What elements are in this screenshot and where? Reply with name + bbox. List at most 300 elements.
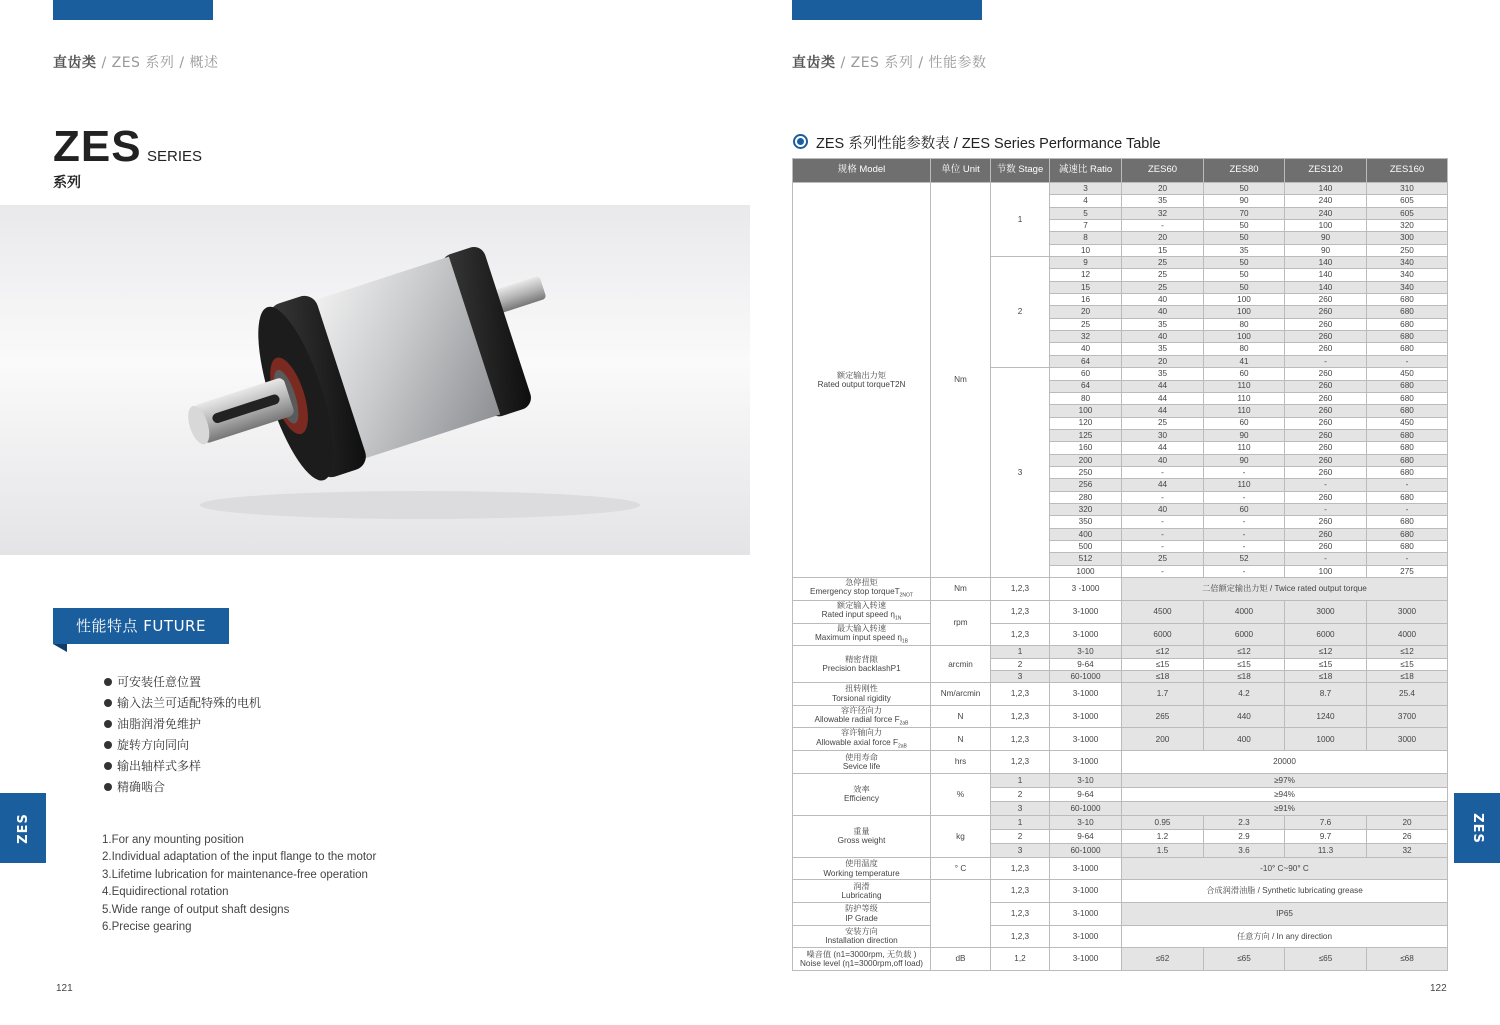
table-cell: 680 (1367, 343, 1448, 355)
table-cell: 64 (1050, 380, 1122, 392)
performance-table (792, 158, 1448, 971)
table-cell: 260 (1285, 429, 1367, 441)
table-cell: 260 (1285, 540, 1367, 552)
table-cell: 1,2,3 (991, 600, 1050, 623)
table-cell: 15 (1122, 244, 1204, 256)
param-label: 重量 Gross weight (793, 815, 931, 857)
unit-cell: N (931, 705, 991, 728)
table-row (793, 728, 1448, 751)
span-value: -10° C~90° C (1122, 857, 1448, 880)
table-cell: 12 (1050, 269, 1122, 281)
table-cell: 250 (1367, 244, 1448, 256)
table-cell: 9.7 (1285, 829, 1367, 843)
table-cell: 680 (1367, 442, 1448, 454)
table-cell: 35 (1122, 343, 1204, 355)
table-cell: 3-1000 (1050, 728, 1122, 751)
side-tab-right[interactable]: ZES (1454, 793, 1500, 863)
table-cell: 680 (1367, 380, 1448, 392)
table-cell: 3700 (1367, 705, 1448, 728)
table-row (793, 751, 1448, 774)
table-row (793, 600, 1448, 623)
table-cell: ≤68 (1367, 948, 1448, 971)
param-label: 容许轴向力 Allowable axial force $F_{2aB}$ (793, 728, 931, 751)
feature-item-en: 6.Precise gearing (102, 921, 192, 934)
table-cell: ≤12 (1285, 646, 1367, 658)
table-cell: 680 (1367, 405, 1448, 417)
table-cell: 60 (1204, 417, 1285, 429)
table-row (793, 773, 1448, 787)
table-cell: 3-1000 (1050, 880, 1122, 903)
table-cell: 240 (1285, 207, 1367, 219)
table-cell: 110 (1204, 479, 1285, 491)
table-cell: 2.9 (1204, 829, 1285, 843)
table-cell: 20 (1122, 355, 1204, 367)
param-label: 额定输入转速 Rated input speed $\eta_{1N}$ (793, 600, 931, 623)
table-cell: - (1122, 516, 1204, 528)
table-cell: 4000 (1367, 623, 1448, 646)
breadcrumb: 直齿类 / ZES 系列 / 概述 (53, 55, 219, 71)
table-cell: 1,2,3 (991, 751, 1050, 774)
table-cell: 3-10 (1050, 815, 1122, 829)
table-cell: 40 (1122, 503, 1204, 515)
table-cell: ≤62 (1122, 948, 1204, 971)
table-cell: 11.3 (1285, 843, 1367, 857)
span-value: 任意方向 / In any direction (1122, 925, 1448, 948)
table-cell: 1,2,3 (991, 578, 1050, 601)
table-cell: 30 (1122, 429, 1204, 441)
table-cell: 1240 (1285, 705, 1367, 728)
table-row (793, 857, 1448, 880)
table-cell: 25 (1050, 318, 1122, 330)
table-cell: - (1204, 565, 1285, 577)
side-tab-left[interactable]: ZES (0, 793, 46, 863)
table-cell: 25 (1122, 269, 1204, 281)
table-cell: 9-64 (1050, 658, 1122, 670)
table-cell: 2.3 (1204, 815, 1285, 829)
table-cell: 450 (1367, 417, 1448, 429)
param-label: 精密背隙 Precision backlashP1 (793, 646, 931, 683)
table-cell: 50 (1204, 183, 1285, 195)
table-cell: 256 (1050, 479, 1122, 491)
table-cell: 340 (1367, 281, 1448, 293)
table-cell: 7.6 (1285, 815, 1367, 829)
table-cell: 32 (1122, 207, 1204, 219)
header-cell: 单位 Unit (931, 159, 991, 183)
table-cell: ≤12 (1367, 646, 1448, 658)
table-cell: 340 (1367, 269, 1448, 281)
table-cell: - (1122, 540, 1204, 552)
table-cell: 680 (1367, 429, 1448, 441)
table-cell: 310 (1367, 183, 1448, 195)
table-cell: 20 (1367, 815, 1448, 829)
table-cell: 10 (1050, 244, 1122, 256)
gearbox-product-photo (0, 205, 750, 555)
table-cell: - (1367, 503, 1448, 515)
span-value: ≥94% (1122, 787, 1448, 801)
table-cell: 4500 (1122, 600, 1204, 623)
table-cell: - (1122, 491, 1204, 503)
table-cell: - (1122, 528, 1204, 540)
table-cell: 275 (1367, 565, 1448, 577)
table-cell: 110 (1204, 442, 1285, 454)
unit-cell: Nm (931, 578, 991, 601)
table-cell: - (1122, 565, 1204, 577)
table-cell: 3-10 (1050, 646, 1122, 658)
table-cell: 9-64 (1050, 829, 1122, 843)
table-cell: 20 (1050, 306, 1122, 318)
param-label: 效率 Efficiency (793, 773, 931, 815)
table-cell: 15 (1050, 281, 1122, 293)
table-cell: 50 (1204, 269, 1285, 281)
table-cell: 1000 (1050, 565, 1122, 577)
table-row (793, 880, 1448, 903)
gearbox-illustration (0, 205, 750, 555)
table-cell: 3 (991, 801, 1050, 815)
table-cell: 140 (1285, 269, 1367, 281)
table-cell: 260 (1285, 392, 1367, 404)
table-cell: 320 (1050, 503, 1122, 515)
table-cell: ≤15 (1204, 658, 1285, 670)
table-cell: 500 (1050, 540, 1122, 552)
table-cell: 260 (1285, 343, 1367, 355)
table-cell: 5 (1050, 207, 1122, 219)
table-cell: 200 (1122, 728, 1204, 751)
table-cell: 60-1000 (1050, 843, 1122, 857)
table-cell: 8.7 (1285, 683, 1367, 706)
table-row (793, 705, 1448, 728)
table-cell: - (1204, 491, 1285, 503)
table-cell: 60 (1050, 368, 1122, 380)
table-cell: 320 (1367, 220, 1448, 232)
table-cell: 32 (1367, 843, 1448, 857)
table-cell: 3.6 (1204, 843, 1285, 857)
table-cell: 140 (1285, 257, 1367, 269)
table-cell: 60-1000 (1050, 670, 1122, 682)
table-cell: 125 (1050, 429, 1122, 441)
table-cell: ≤12 (1204, 646, 1285, 658)
table-cell: 25 (1122, 257, 1204, 269)
table-cell: 110 (1204, 405, 1285, 417)
table-cell: 16 (1050, 294, 1122, 306)
table-cell: - (1367, 479, 1448, 491)
table-cell: 350 (1050, 516, 1122, 528)
table-cell: 80 (1204, 343, 1285, 355)
feature-item-en: 5.Wide range of output shaft designs (102, 903, 290, 916)
unit-cell (931, 880, 991, 948)
table-cell: 25 (1122, 281, 1204, 293)
table-cell: 6000 (1204, 623, 1285, 646)
table-cell: 605 (1367, 207, 1448, 219)
table-cell: - (1367, 553, 1448, 565)
page-number: 122 (1430, 983, 1447, 994)
table-cell: 400 (1050, 528, 1122, 540)
table-cell: 8 (1050, 232, 1122, 244)
table-cell: - (1204, 540, 1285, 552)
span-value: 二倍额定输出力矩 / Twice rated output torque (1122, 578, 1448, 601)
table-cell: 1.2 (1122, 829, 1204, 843)
table-cell: 160 (1050, 442, 1122, 454)
table-cell: 80 (1050, 392, 1122, 404)
table-cell: 100 (1204, 306, 1285, 318)
unit-cell: % (931, 773, 991, 815)
table-cell: 300 (1367, 232, 1448, 244)
param-label: 额定输出力矩 Rated output torqueT2N (793, 183, 931, 578)
table-cell: 20 (1122, 232, 1204, 244)
table-cell: 260 (1285, 466, 1367, 478)
table-cell: 90 (1204, 429, 1285, 441)
table-cell: 3-1000 (1050, 705, 1122, 728)
table-cell: 1,2,3 (991, 903, 1050, 926)
table-cell: 3-1000 (1050, 683, 1122, 706)
feature-item: 精确啮合 (104, 777, 261, 798)
table-cell: 50 (1204, 220, 1285, 232)
table-row (793, 578, 1448, 601)
table-cell: 60-1000 (1050, 801, 1122, 815)
table-cell: 1,2,3 (991, 857, 1050, 880)
table-cell: 3 (991, 843, 1050, 857)
table-cell: 1,2,3 (991, 623, 1050, 646)
table-cell: 100 (1204, 331, 1285, 343)
table-cell: 260 (1285, 318, 1367, 330)
table-cell: - (1122, 466, 1204, 478)
table-cell: 260 (1285, 368, 1367, 380)
table-cell: 120 (1050, 417, 1122, 429)
unit-cell: arcmin (931, 646, 991, 683)
table-cell: 680 (1367, 466, 1448, 478)
table-cell: 90 (1285, 232, 1367, 244)
table-cell: 240 (1285, 195, 1367, 207)
table-row (793, 646, 1448, 658)
table-cell: 26 (1367, 829, 1448, 843)
table-cell: 400 (1204, 728, 1285, 751)
unit-cell: N (931, 728, 991, 751)
feature-item: 输出轴样式多样 (104, 756, 261, 777)
table-cell: 35 (1122, 318, 1204, 330)
series-title-cn: 系列 (53, 175, 81, 191)
table-cell: 260 (1285, 491, 1367, 503)
param-label: 噪音值 (n1=3000rpm, 无负载 ) Noise level (η1=3000rpm,off load) (793, 948, 931, 971)
table-cell: 3 (991, 670, 1050, 682)
header-cell: ZES80 (1204, 159, 1285, 183)
table-cell: 3-1000 (1050, 751, 1122, 774)
table-cell: 260 (1285, 405, 1367, 417)
table-cell: 340 (1367, 257, 1448, 269)
table-cell: 40 (1050, 343, 1122, 355)
table-cell: 80 (1204, 318, 1285, 330)
table-row (793, 815, 1448, 829)
table-cell: 6000 (1285, 623, 1367, 646)
table-row (793, 623, 1448, 646)
table-cell: 110 (1204, 392, 1285, 404)
header-cell: ZES120 (1285, 159, 1367, 183)
table-cell: 20 (1122, 183, 1204, 195)
table-cell: - (1285, 479, 1367, 491)
table-cell: 250 (1050, 466, 1122, 478)
table-cell: 100 (1204, 294, 1285, 306)
series-suffix: SERIES (147, 148, 203, 165)
unit-cell: rpm (931, 600, 991, 646)
table-cell: 3-1000 (1050, 903, 1122, 926)
header-cell: 节数 Stage (991, 159, 1050, 183)
header-cell: ZES60 (1122, 159, 1204, 183)
table-cell: 32 (1050, 331, 1122, 343)
table-cell: ≤15 (1122, 658, 1204, 670)
table-cell: 680 (1367, 331, 1448, 343)
table-cell: 3000 (1367, 600, 1448, 623)
features-heading-fold (53, 644, 67, 652)
table-cell: - (1204, 516, 1285, 528)
span-value: ≥91% (1122, 801, 1448, 815)
table-cell: 3-1000 (1050, 600, 1122, 623)
top-accent-bar (53, 0, 213, 20)
stage-cell: 2 (991, 257, 1050, 368)
table-cell: 265 (1122, 705, 1204, 728)
unit-cell: dB (931, 948, 991, 971)
table-cell: 260 (1285, 528, 1367, 540)
table-cell: - (1122, 220, 1204, 232)
table-cell: 140 (1285, 281, 1367, 293)
table-cell: 260 (1285, 380, 1367, 392)
table-cell: 2 (991, 787, 1050, 801)
table-cell: 35 (1204, 244, 1285, 256)
table-cell: 35 (1122, 368, 1204, 380)
unit-cell: kg (931, 815, 991, 857)
table-cell: 44 (1122, 479, 1204, 491)
param-label: 防护等级 IP Grade (793, 903, 931, 926)
table-cell: 3-1000 (1050, 948, 1122, 971)
stage-cell: 1 (991, 183, 1050, 257)
features-list-cn (104, 672, 261, 798)
table-row (793, 948, 1448, 971)
table-cell: 90 (1204, 454, 1285, 466)
table-cell: 260 (1285, 306, 1367, 318)
table-cell: 680 (1367, 454, 1448, 466)
table-cell: 1000 (1285, 728, 1367, 751)
table-cell: ≤18 (1285, 670, 1367, 682)
param-label: 安装方向 Installation direction (793, 925, 931, 948)
table-cell: 25 (1122, 417, 1204, 429)
table-cell: 260 (1285, 331, 1367, 343)
table-cell: 64 (1050, 355, 1122, 367)
header-cell: 减速比 Ratio (1050, 159, 1122, 183)
table-row (793, 683, 1448, 706)
param-label: 容许径向力 Allowable radial force $F_{2aB}$ (793, 705, 931, 728)
table-title: ZES 系列性能参数表 / ZES Series Performance Table (816, 136, 1161, 152)
table-cell: 0.95 (1122, 815, 1204, 829)
breadcrumb: 直齿类 / ZES 系列 / 性能参数 (792, 55, 987, 71)
table-cell: 50 (1204, 257, 1285, 269)
table-cell: 9 (1050, 257, 1122, 269)
table-cell: 50 (1204, 281, 1285, 293)
table-row (793, 183, 1448, 195)
table-cell: 40 (1122, 294, 1204, 306)
table-cell: 7 (1050, 220, 1122, 232)
feature-item-en: 1.For any mounting position (102, 834, 244, 846)
unit-cell: ° C (931, 857, 991, 880)
header-cell: ZES160 (1367, 159, 1448, 183)
table-cell: 3-1000 (1050, 623, 1122, 646)
table-cell: ≤15 (1367, 658, 1448, 670)
feature-item: 可安装任意位置 (104, 672, 261, 693)
unit-cell: Nm (931, 183, 991, 578)
table-cell: - (1285, 503, 1367, 515)
series-title: ZES (53, 122, 142, 171)
table-cell: 44 (1122, 405, 1204, 417)
table-cell: 3-10 (1050, 773, 1122, 787)
page-number: 121 (56, 983, 73, 994)
table-cell: 1,2,3 (991, 705, 1050, 728)
table-cell: 60 (1204, 503, 1285, 515)
table-cell: ≤18 (1204, 670, 1285, 682)
table-cell: 25 (1122, 553, 1204, 565)
param-label: 使用寿命 Sevice life (793, 751, 931, 774)
span-value: ≥97% (1122, 773, 1448, 787)
table-cell: 4.2 (1204, 683, 1285, 706)
table-cell: 1 (991, 815, 1050, 829)
param-label: 扭转刚性 Torsional rigidity (793, 683, 931, 706)
table-cell: 40 (1122, 306, 1204, 318)
table-cell: 40 (1122, 331, 1204, 343)
gear-bullet-icon (793, 134, 808, 149)
header-cell: 规格 Model (793, 159, 931, 183)
table-cell: 1 (991, 646, 1050, 658)
table-cell: 3000 (1285, 600, 1367, 623)
table-cell: 260 (1285, 454, 1367, 466)
table-cell: 4000 (1204, 600, 1285, 623)
table-cell: 680 (1367, 516, 1448, 528)
table-cell: 260 (1285, 442, 1367, 454)
table-cell: 1,2,3 (991, 728, 1050, 751)
table-cell: 90 (1204, 195, 1285, 207)
table-cell: 41 (1204, 355, 1285, 367)
feature-item-en: 3.Lifetime lubrication for maintenance-free operation (102, 868, 368, 881)
table-cell: 6000 (1122, 623, 1204, 646)
table-cell: 680 (1367, 294, 1448, 306)
table-row (793, 925, 1448, 948)
table-cell: 100 (1285, 220, 1367, 232)
table-cell: 1,2 (991, 948, 1050, 971)
span-value: 合成润滑油脂 / Synthetic lubricating grease (1122, 880, 1448, 903)
table-cell: 1.5 (1122, 843, 1204, 857)
unit-cell: Nm/arcmin (931, 683, 991, 706)
table-cell: 680 (1367, 540, 1448, 552)
feature-item-en: 4.Equidirectional rotation (102, 886, 229, 899)
table-cell: 680 (1367, 306, 1448, 318)
stage-cell: 3 (991, 368, 1050, 578)
table-cell: 60 (1204, 368, 1285, 380)
table-cell: 3-1000 (1050, 857, 1122, 880)
table-row (793, 903, 1448, 926)
param-label: 急停扭矩 Emergency stop torqueT$_{2NOT}$ (793, 578, 931, 601)
table-cell: - (1285, 553, 1367, 565)
table-cell: ≤65 (1285, 948, 1367, 971)
table-cell: 52 (1204, 553, 1285, 565)
table-cell: 44 (1122, 442, 1204, 454)
table-cell: 260 (1285, 294, 1367, 306)
param-label: 润滑 Lubricating (793, 880, 931, 903)
table-cell: 40 (1122, 454, 1204, 466)
feature-item: 旋转方向同向 (104, 735, 261, 756)
table-cell: 3 (1050, 183, 1122, 195)
table-cell: 2 (991, 658, 1050, 670)
table-cell: 140 (1285, 183, 1367, 195)
table-cell: 100 (1285, 565, 1367, 577)
table-cell: 50 (1204, 232, 1285, 244)
features-heading: 性能特点 FUTURE (53, 608, 229, 644)
table-cell: ≤12 (1122, 646, 1204, 658)
table-cell: 680 (1367, 528, 1448, 540)
table-cell: 110 (1204, 380, 1285, 392)
